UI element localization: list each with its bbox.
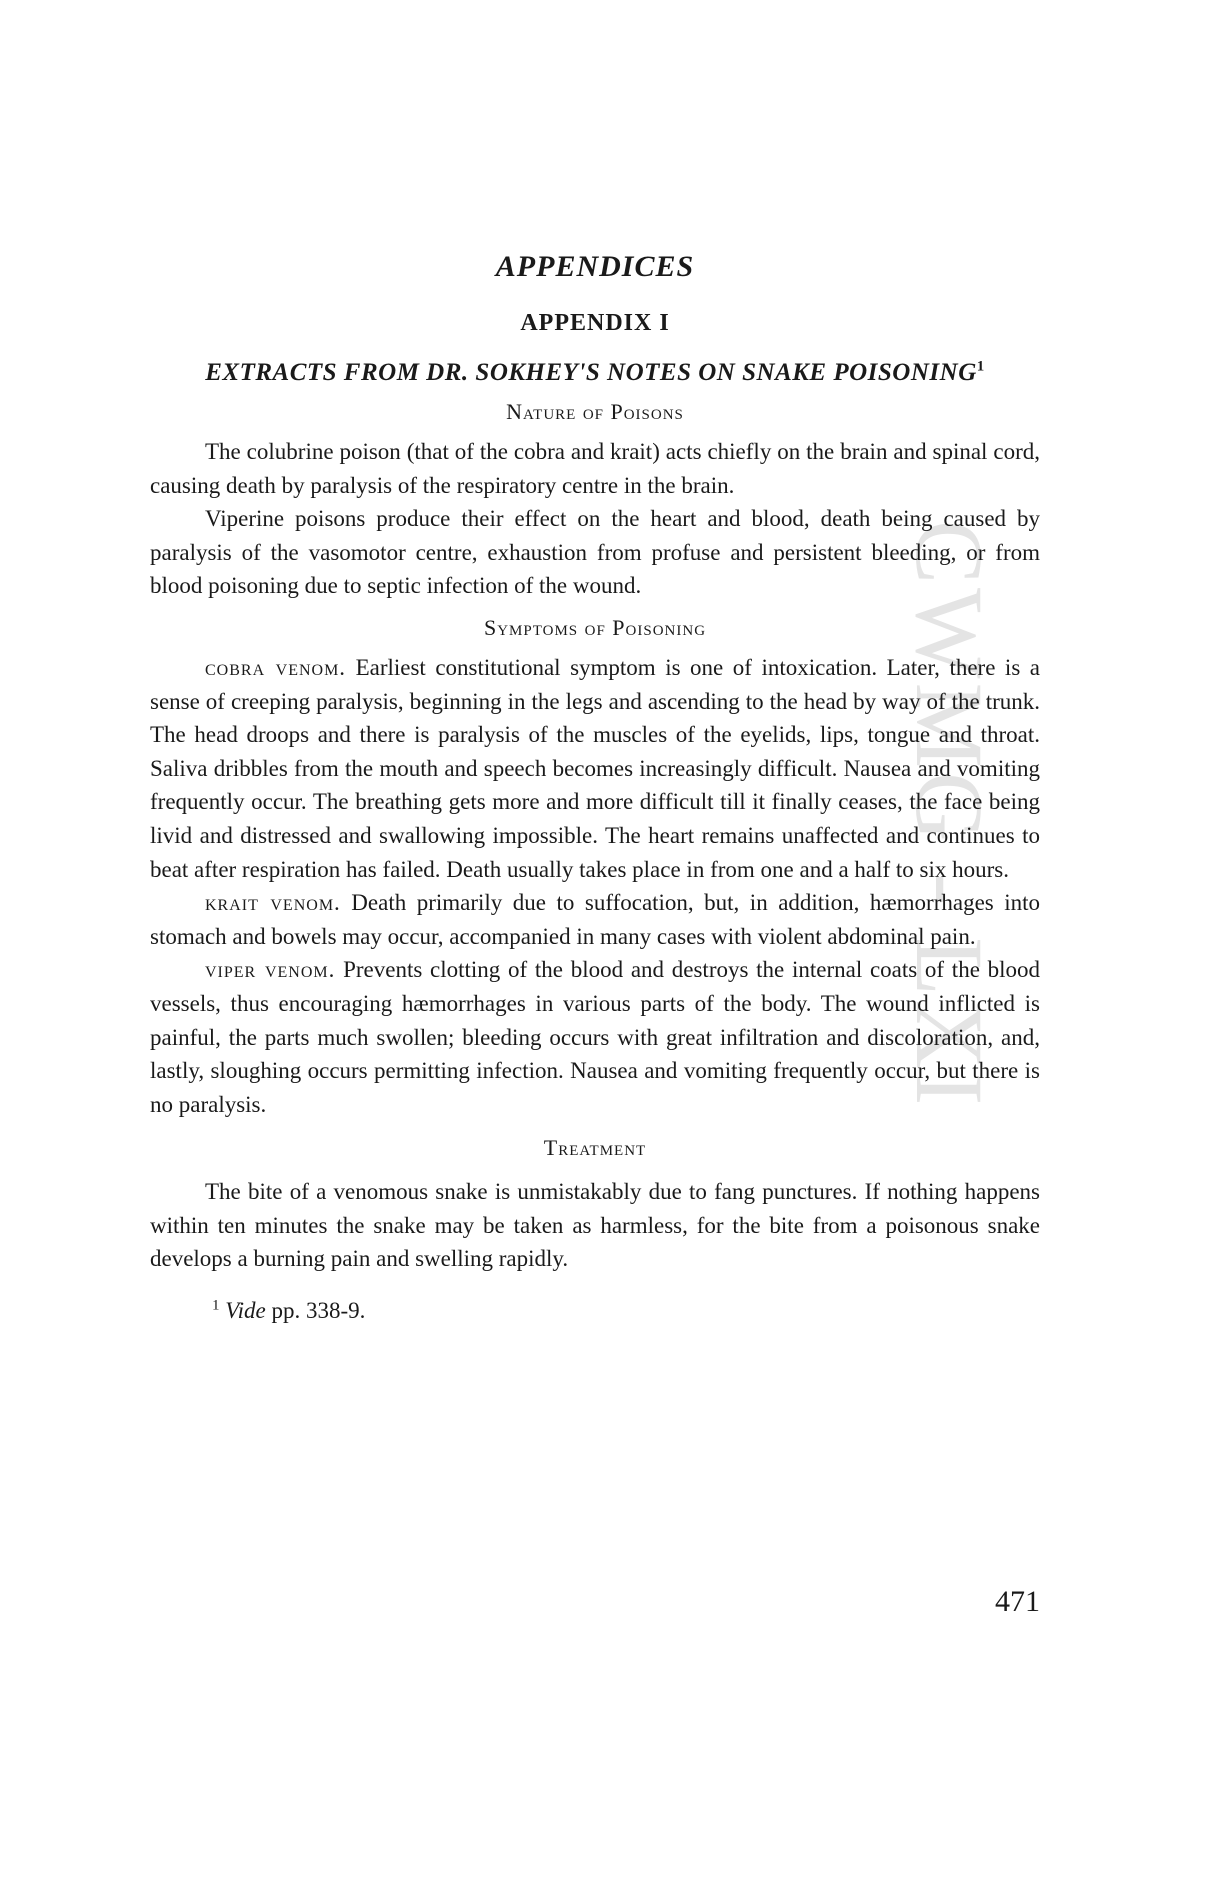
footnote-text: pp. 338-9. [271, 1298, 366, 1324]
paragraph-viper [150, 953, 1040, 1121]
extract-footnote-mark: 1 [976, 358, 985, 375]
paragraph-viperine: Viperine poisons produce their effect on the heart and blood, death being caused by paralysis of the vasomotor centre, exhaustion from profuse and persistent bleeding, or from blood poisoning due to septic infection of the wound. [150, 506, 1040, 599]
extract-heading-text: EXTRACTS FROM DR. SOKHEY'S NOTES ON SNAKE POISONING [205, 359, 977, 386]
footnote-mark: 1 [212, 1297, 220, 1314]
krait-venom-text: Death primarily due to suffocation, but, in addition, hæmorrhages into stomach and bowels may occur, accompanied in many cases with violent abdominal pain. [150, 890, 1041, 949]
section-heading-treatment: Treatment [543, 1135, 647, 1161]
page-content [150, 250, 1040, 1324]
appendices-heading: APPENDICES [495, 250, 695, 283]
footnote [212, 1298, 1040, 1324]
section-heading-symptoms: Symptoms of Poisoning [483, 614, 707, 640]
paragraph-krait [150, 886, 1040, 953]
paragraph-cobra [150, 651, 1040, 886]
viper-venom-label: viper venom. [205, 957, 336, 983]
cobra-venom-text: Earliest constitutional symptom is one of intoxication. Later, there is a sense of creeping paralysis, beginning in the legs and ascending to the head by way of the trunk. The head droops and there is paralysis of the muscles of the eyelids, lips, tongue and throat. Saliva dribbles from the mouth and speech becomes increasingly difficult. Nausea and vomiting frequently occur. The breathing gets more and more difficult till it finally ceases, the face being livid and distressed and swallowing impossible. The heart remains unaffected and continues to beat after respiration has failed. Death usually takes place in from one and a half to six hours. [150, 654, 1040, 882]
page-number: 471 [995, 1585, 1040, 1618]
krait-venom-label: krait venom. [205, 890, 341, 916]
appendix-heading: APPENDIX I [520, 310, 670, 336]
watermark-text: CWMG - LXI [896, 520, 1003, 1110]
cobra-venom-label: cobra venom. [205, 654, 347, 680]
footnote-vide: Vide [225, 1298, 266, 1324]
section-heading-nature: Nature of Poisons [506, 399, 684, 424]
viper-venom-text: Prevents clotting of the blood and destroys the internal coats of the blood vessels, thus encouraging hæmorrhages in various parts of the body. The wound inflicted is painful, the parts much swollen; bleeding occurs with great infiltration and discoloration, and, lastly, sloughing occurs permitting infection. Nausea and vomiting frequently occur, but there is no paralysis. [150, 957, 1041, 1117]
extract-heading [150, 359, 1040, 387]
paragraph-colubrine: The colubrine poison (that of the cobra and krait) acts chiefly on the brain and spinal cord, causing death by paralysis of the respiratory centre in the brain. [150, 439, 1040, 498]
paragraph-treatment: The bite of a venomous snake is unmistakably due to fang punctures. If nothing happens within ten minutes the snake may be taken as harmless, for the bite from a poisonous snake develops a burning pain and swelling rapidly. [150, 1179, 1040, 1272]
